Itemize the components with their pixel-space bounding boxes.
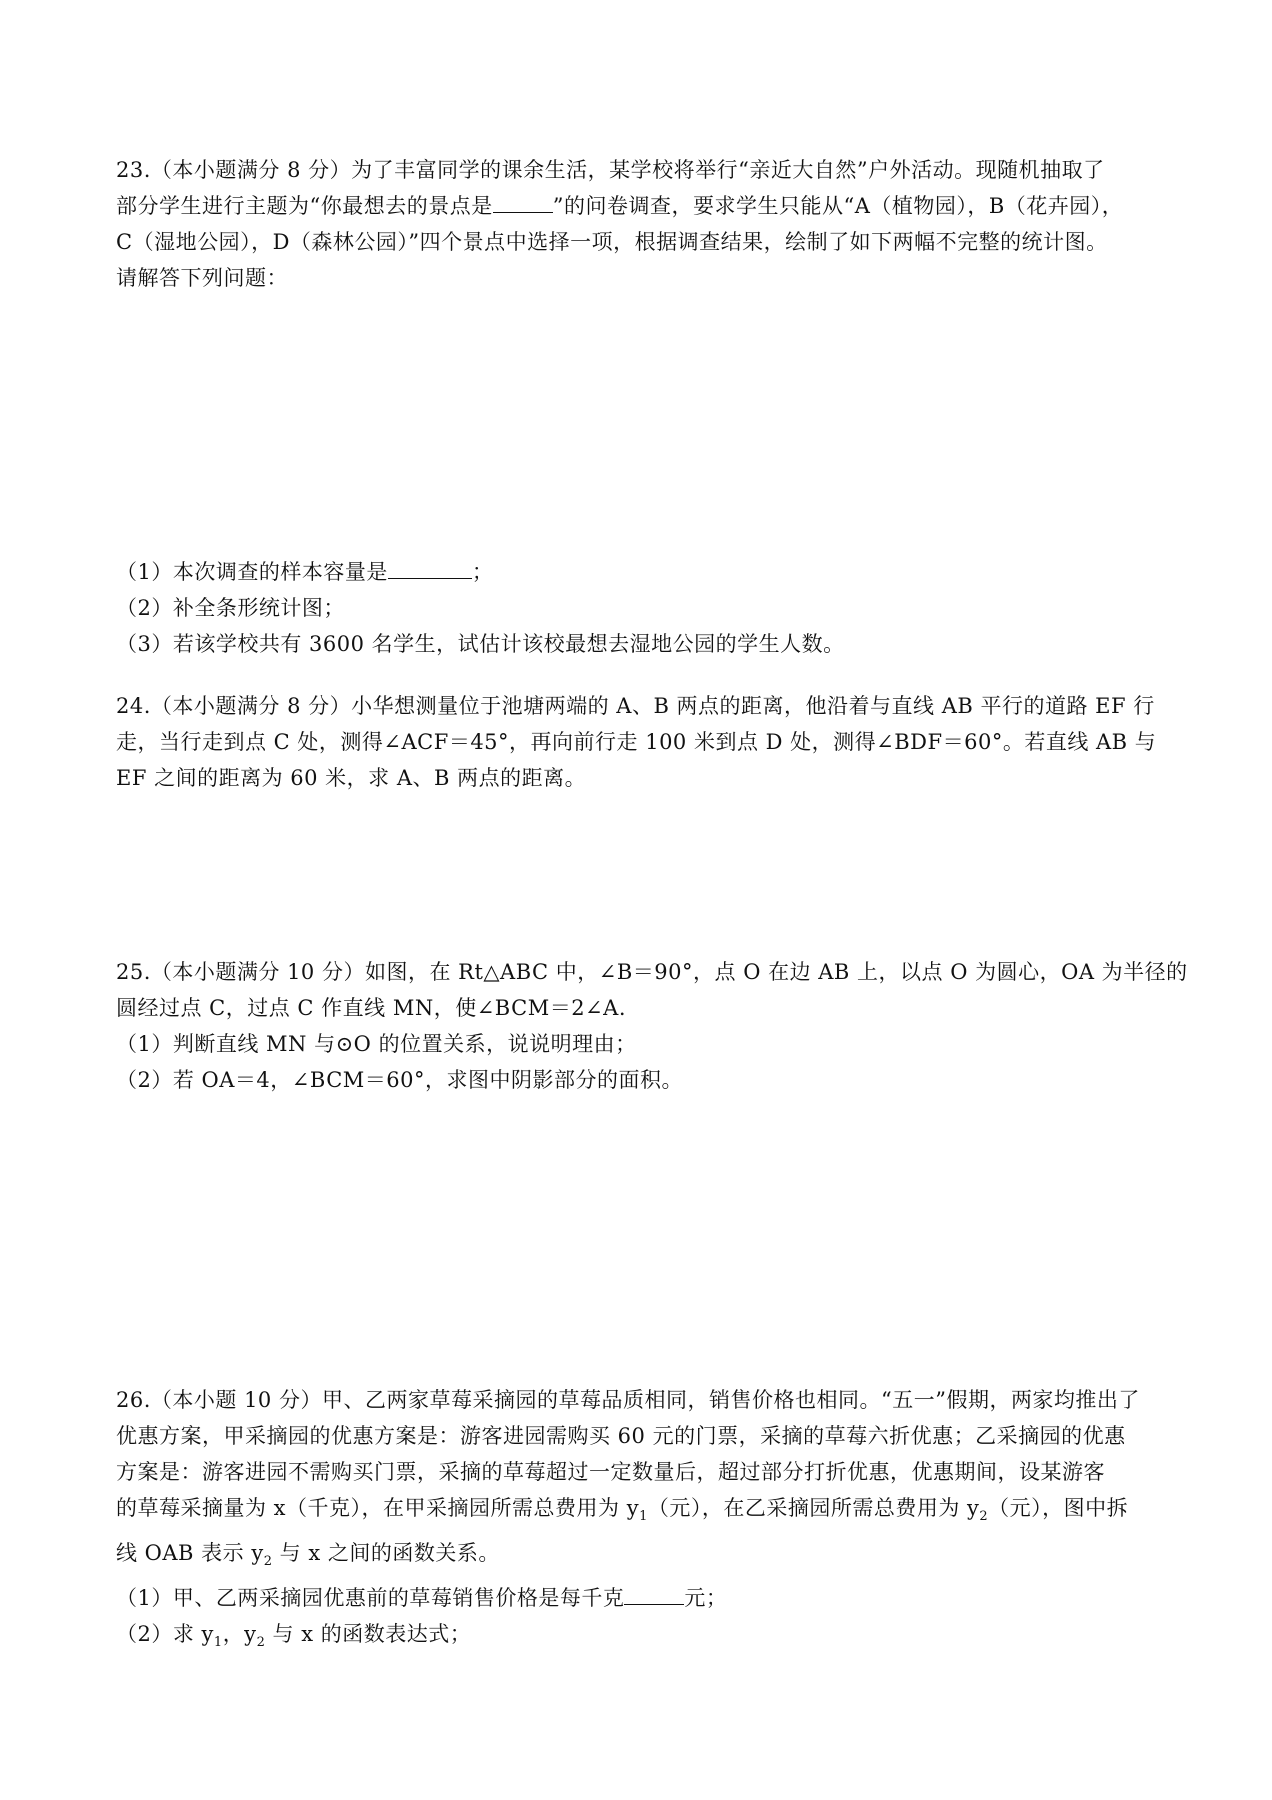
problem-24 — [116, 688, 1160, 796]
problem-23-sub-1 — [116, 554, 1160, 590]
answer-blank-sample-size — [388, 556, 472, 579]
problem-26-line-5-b: 与 x 之间的函数关系。 — [272, 1541, 500, 1566]
problem-23-line-3: C（湿地公园），D（森林公园）”四个景点中选择一项，根据调查结果，绘制了如下两幅不完整的统计图。 — [116, 230, 1108, 254]
problem-26-sub-1 — [116, 1580, 1160, 1616]
problem-23-line-2-start: 部分学生进行主题为“你最想去的景点是 — [116, 194, 493, 218]
problem-23-sub-1-end: ； — [471, 560, 494, 584]
problem-24-line-1: 24.（本小题满分 8 分）小华想测量位于池塘两端的 A、B 两点的距离，他沿着与直线 AB 平行的道路 EF 行 — [116, 694, 1155, 718]
subscript-1: 1 — [213, 1635, 223, 1651]
problem-25-line-2: 圆经过点 C，过点 C 作直线 MN，使∠BCM＝2∠A. — [116, 996, 626, 1020]
problem-23-line-4: 请解答下列问题： — [116, 266, 288, 290]
problem-23 — [116, 152, 1160, 296]
problem-24-line-3: EF 之间的距离为 60 米，求 A、B 两点的距离。 — [116, 766, 587, 790]
problem-26 — [116, 1382, 1160, 1662]
problem-26-sub-2-c: 与 x 的函数表达式； — [265, 1622, 472, 1647]
problem-26-sub-1-end: 元； — [684, 1586, 728, 1611]
problem-23-line-2-end: ”的问卷调查，要求学生只能从“A（植物园），B（花卉园）， — [552, 194, 1124, 218]
problem-25-sub-1: （1）判断直线 MN 与⊙O 的位置关系，说说明理由； — [116, 1032, 637, 1056]
problem-25 — [116, 954, 1188, 1098]
problem-26-line-2: 优惠方案，甲采摘园的优惠方案是：游客进园需购买 60 元的门票，采摘的草莓六折优惠；乙采摘园的优惠 — [116, 1424, 1126, 1448]
problem-26-line-4 — [116, 1490, 1160, 1535]
problem-23-line-2 — [116, 188, 1160, 224]
problem-26-line-4-b: （元），在乙采摘园所需总费用为 y — [647, 1496, 980, 1520]
problem-26-sub-1-text: （1）甲、乙两采摘园优惠前的草莓销售价格是每千克 — [116, 1586, 625, 1611]
problem-26-line-4-c: （元），图中拆 — [988, 1496, 1129, 1520]
problem-23-line-1: 23.（本小题满分 8 分）为了丰富同学的课余生活，某学校将举行“亲近大自然”户外活动。现随机抽取了 — [116, 158, 1105, 182]
answer-blank-theme — [493, 190, 553, 213]
problem-25-line-1: 25.（本小题满分 10 分）如图，在 Rt△ABC 中，∠B＝90°，点 O 在边 AB 上，以点 O 为圆心，OA 为半径的 — [116, 960, 1188, 984]
problem-26-line-5-a: 线 OAB 表示 y — [116, 1541, 264, 1566]
problem-23-sub-1-text: （1）本次调查的样本容量是 — [116, 560, 388, 584]
subscript-1: 1 — [639, 1509, 648, 1525]
subscript-2: 2 — [256, 1635, 266, 1651]
problem-26-line-4-a: 的草莓采摘量为 x（千克），在甲采摘园所需总费用为 y — [116, 1496, 640, 1520]
problem-24-line-2: 走，当行走到点 C 处，测得∠ACF＝45°，再向前行走 100 米到点 D 处，测得∠BDF＝60°。若直线 AB 与 — [116, 730, 1157, 754]
problem-26-line-5 — [116, 1535, 1160, 1580]
problem-26-line-1: 26.（本小题 10 分）甲、乙两家草莓采摘园的草莓品质相同，销售价格也相同。“五一”假期，两家均推出了 — [116, 1388, 1140, 1412]
problem-26-sub-2 — [116, 1616, 1160, 1661]
problem-23-sub-2: （2）补全条形统计图； — [116, 596, 345, 620]
problem-26-sub-2-a: （2）求 y — [116, 1622, 214, 1647]
subscript-2: 2 — [263, 1554, 273, 1570]
problem-26-line-3: 方案是：游客进园不需购买门票，采摘的草莓超过一定数量后，超过部分打折优惠，优惠期间，设某游客 — [116, 1460, 1105, 1484]
problem-23-subquestions — [116, 554, 1160, 662]
problem-26-sub-2-b: ，y — [222, 1622, 257, 1647]
answer-blank-price — [624, 1582, 684, 1605]
subscript-2: 2 — [979, 1509, 989, 1525]
problem-23-sub-3: （3）若该学校共有 3600 名学生，试估计该校最想去湿地公园的学生人数。 — [116, 632, 845, 656]
problem-25-sub-2: （2）若 OA＝4，∠BCM＝60°，求图中阴影部分的面积。 — [116, 1068, 683, 1092]
